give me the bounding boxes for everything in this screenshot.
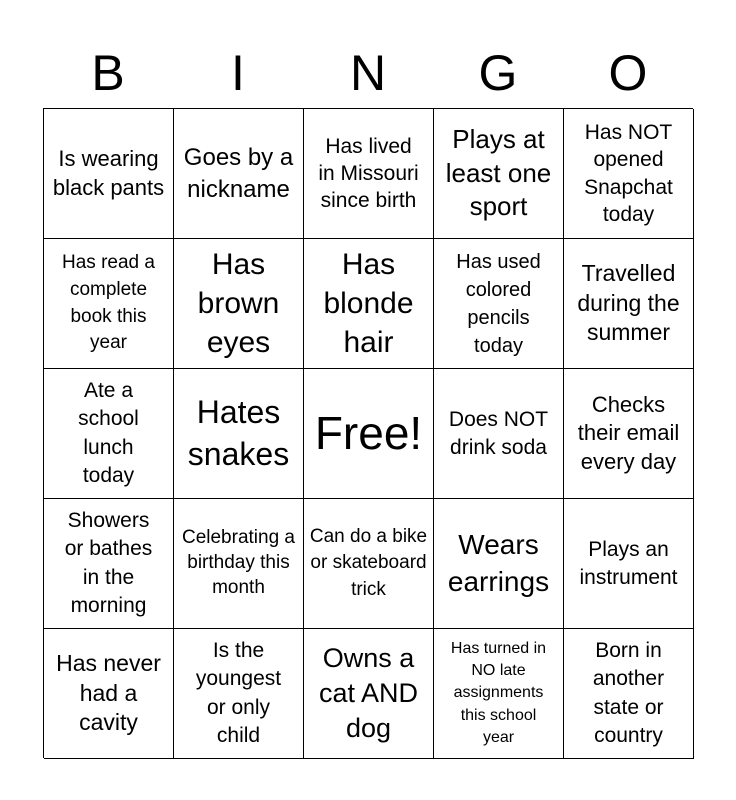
bingo-cell[interactable]: Does NOT drink soda: [434, 369, 564, 499]
bingo-cell[interactable]: Showers or bathes in the morning: [44, 499, 174, 629]
bingo-card-grid: [43, 108, 693, 758]
bingo-header: [43, 40, 693, 106]
bingo-cell[interactable]: Ate a school lunch today: [44, 369, 174, 499]
bingo-cell[interactable]: Goes by a nickname: [174, 109, 304, 239]
header-letter-b: B: [91, 45, 125, 101]
bingo-cell[interactable]: Has read a complete book this year: [44, 239, 174, 369]
header-letter-g: G: [478, 45, 518, 101]
bingo-cell[interactable]: Wears earrings: [434, 499, 564, 629]
bingo-cell[interactable]: Celebrating a birthday this month: [174, 499, 304, 629]
header-letter-i: I: [231, 45, 245, 101]
bingo-cell[interactable]: Checks their email every day: [564, 369, 694, 499]
bingo-cell[interactable]: Has turned in NO late assignments this school year: [434, 629, 564, 759]
bingo-cell[interactable]: Owns a cat AND dog: [304, 629, 434, 759]
bingo-cell[interactable]: Has NOT opened Snapchat today: [564, 109, 694, 239]
bingo-cell free-space[interactable]: Free!: [304, 369, 434, 499]
bingo-cell[interactable]: Plays an instrument: [564, 499, 694, 629]
bingo-cell[interactable]: Born in another state or country: [564, 629, 694, 759]
bingo-cell[interactable]: Has never had a cavity: [44, 629, 174, 759]
header-letter-o: O: [608, 45, 648, 101]
bingo-cell[interactable]: Has used colored pencils today: [434, 239, 564, 369]
bingo-cell[interactable]: Has brown eyes: [174, 239, 304, 369]
bingo-cell[interactable]: Is the youngest or only child: [174, 629, 304, 759]
bingo-cell[interactable]: Hates snakes: [174, 369, 304, 499]
bingo-cell[interactable]: Plays at least one sport: [434, 109, 564, 239]
bingo-cell[interactable]: Can do a bike or skateboard trick: [304, 499, 434, 629]
header-letter-n: N: [349, 45, 387, 101]
bingo-cell[interactable]: Has lived in Missouri since birth: [304, 109, 434, 239]
bingo-cell[interactable]: Has blonde hair: [304, 239, 434, 369]
bingo-cell[interactable]: Travelled during the summer: [564, 239, 694, 369]
bingo-cell[interactable]: Is wearing black pants: [44, 109, 174, 239]
